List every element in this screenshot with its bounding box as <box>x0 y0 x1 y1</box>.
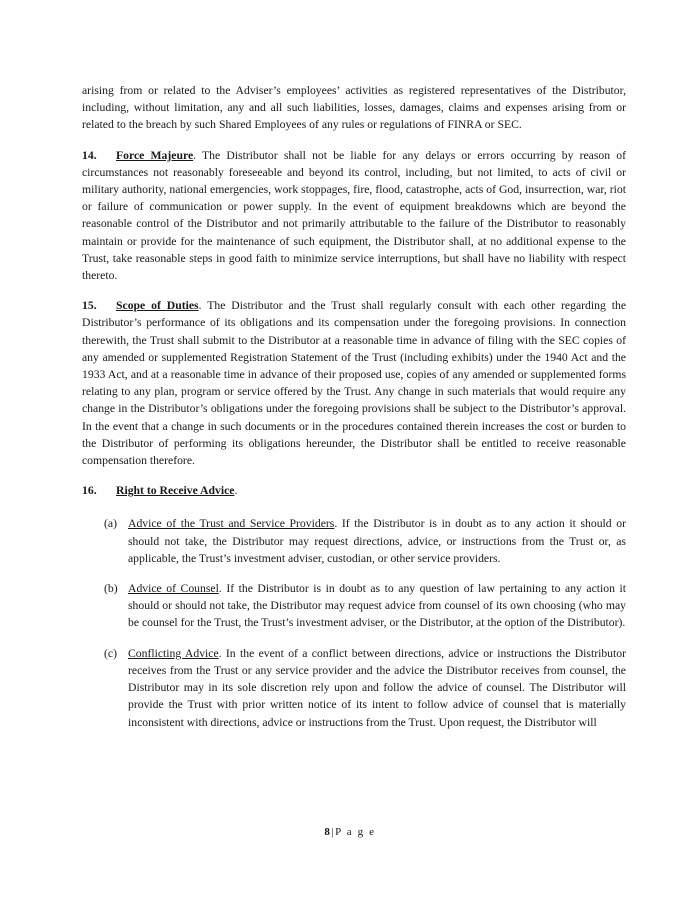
list-item-b <box>82 580 626 632</box>
list-item-a-marker: (a) <box>104 517 117 531</box>
list-item-c-heading: Conflicting Advice <box>128 646 219 660</box>
list-item-a-text: . If the Distributor is in doubt as to any action it should or should not take, the Distributor may request directions, advice, or instructions from the Trust or, as applicable, the Trust’s investment adviser, custodian, or other service providers. <box>128 517 626 565</box>
section-16-heading: Right to Receive Advice <box>116 484 235 498</box>
section-16-paragraph <box>82 482 626 499</box>
section-16-text: . <box>234 484 238 498</box>
section-15-number: 15. <box>82 299 97 313</box>
list-item-a-heading: Advice of the Trust and Service Providers <box>128 517 335 531</box>
footer-separator: | <box>331 826 335 838</box>
section-15 <box>82 297 626 469</box>
section-14-heading: Force Majeure <box>116 148 194 162</box>
list-item-a-body <box>128 515 626 567</box>
list-item-b-body <box>128 580 626 632</box>
footer-page-number: 8 <box>324 826 331 838</box>
section-15-text: . The Distributor and the Trust shall regularly consult with each other regarding the Distributor’s performance of its obligations and its compensation under the foregoing provisions. In connection therewith, the Trust shall submit to the Distributor at a reasonable time in advance of filing with the SEC copies of any amended or supplemented Registration Statement of the Trust (including exhibits) under the 1940 Act and the 1933 Act, and at a reasonable time in advance of their proposed use, copies of any amended or supplemented forms relating to any plan, program or service offered by the Trust. Any change in such materials that would require any change in the Distributor’s obligations under the foregoing provisions shall be subject to the Distributor’s approval. In the event that a change in such documents or in the procedures contained therein increases the cost or burden to the Distributor of performing its obligations hereunder, the Distributor shall be entitled to receive reasonable compensation therefore. <box>82 299 627 468</box>
section-14 <box>82 147 626 285</box>
list-item-b-text: . If the Distributor is in doubt as to any question of law pertaining to any action it should or should not take, the Distributor may request advice from counsel of its own choosing (who may be counsel for the Trust, the Trust’s investment adviser, or the Distributor, at the option of the Distributor). <box>128 582 626 630</box>
section-14-paragraph <box>82 147 626 285</box>
section-14-number: 14. <box>82 148 97 162</box>
section-15-heading: Scope of Duties <box>116 299 199 313</box>
section-16-number: 16. <box>82 484 97 498</box>
list-item-c-text: . In the event of a conflict between directions, advice or instructions the Distributor receives from the Trust or any service provider and the advice the Distributor receives from counsel, the Distributor may in its sole discretion rely upon and follow the advice of counsel. The Distributor will provide the Trust with prior written notice of its intent to follow advice of counsel that is materially inconsistent with directions, advice or instructions from the Trust. Upon request, the Distributor will <box>128 646 627 729</box>
section-15-paragraph <box>82 297 626 469</box>
list-item-c-marker: (c) <box>104 646 117 660</box>
list-item-c-body <box>128 645 626 731</box>
section-14-text: . The Distributor shall not be liable for any delays or errors occurring by reason of circumstances not reasonably foreseeable and beyond its control, including, but not limited, to acts of civil or military authority, national emergencies, work stoppages, fire, flood, catastrophe, acts of God, insurrection, war, riot or failure of communication or power supply. In the event of equipment breakdowns which are beyond the reasonable control of the Distributor and not primarily attributable to the failure of the Distributor to reasonably maintain or provide for the maintenance of such equipment, the Distributor shall, at no additional expense to the Trust, take reasonable steps in good faith to minimize service interruptions, but shall have no liability with respect thereto. <box>82 148 627 283</box>
section-16 <box>82 482 626 499</box>
paragraph-continuation <box>82 82 626 134</box>
paragraph-text: arising from or related to the Adviser’s employees’ activities as registered representatives of the Distributor, including, without limitation, any and all such liabilities, losses, damages, claims and expenses arising from or related to the breach by such Shared Employees of any rules or regulations of FINRA or SEC. <box>82 84 626 132</box>
list-item-c <box>82 645 626 731</box>
list-item-b-heading: Advice of Counsel <box>128 582 219 596</box>
list-item-b-marker: (b) <box>104 582 118 596</box>
footer-label: P a g e <box>335 826 376 838</box>
page-content <box>82 82 626 744</box>
page-footer <box>0 826 700 838</box>
list-item-a <box>82 515 626 567</box>
